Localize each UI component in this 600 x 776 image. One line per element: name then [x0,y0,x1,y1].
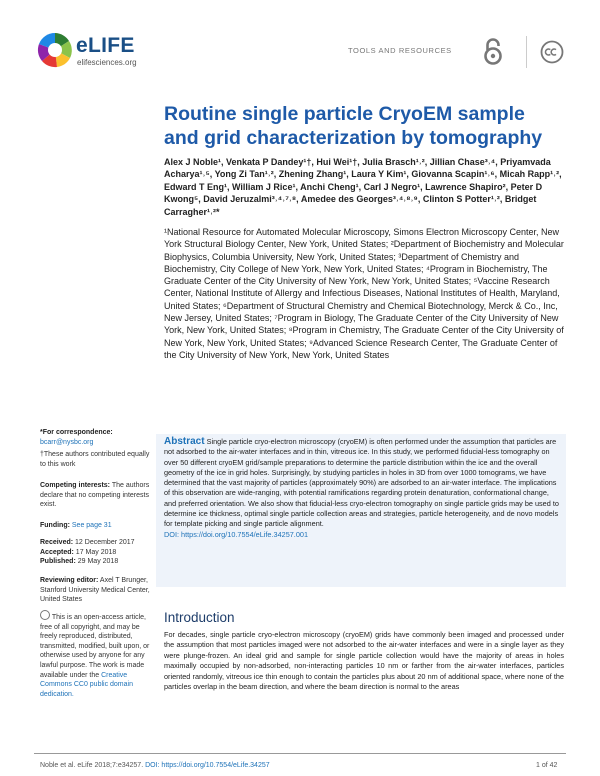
abstract [164,437,560,540]
abstract-doi-link[interactable]: DOI: https://doi.org/10.7554/eLife.34257.001 [164,529,309,539]
affiliations: ¹National Resource for Automated Molecular Microscopy, Simons Electron Microscopy Center, New York Structural Biology Center, New York, United States; ²Department of Biochemistry and Molecular Biophysics, Columbia University, New York, United States; ³Department of Chemistry and Biochemistry, City College of New York, New York, United States; ⁴Program in Biochemistry, The Graduate Center of the City University of New York, New York, United States; ⁵Vaccine Research Center, National Institute of Allergy and Infectious Diseases, National Institutes of Health, Maryland, United States; ⁶Department of Structural Chemistry and Chemical Biotechnology, Merck & Co., Inc, New Jersey, United States; ⁷Program in Biology, The Graduate Center of the City University of New York, New York, United States; ⁸Program in Chemistry, The Graduate Center of the City University of New York, New York, United States; ⁹Advanced Science Research Center, The Graduate Center of the City University of New York, New York, United States [164,227,564,360]
article-section-label: TOOLS AND RESOURCES [348,46,452,55]
footer-doi-link[interactable]: DOI: https://doi.org/10.7554/eLife.34257 [145,762,270,769]
abstract-text: Single particle cryo-electron microscopy (cryoEM) is often performed under the assumption that particles are not adsorbed to the air-water interfaces and in thin, vitreous ice. In this study, we performed fiducial-less tomography on over 50 different cryoEM grid/sample preparations to determine the particle distribution within the ice and the overall geometry of the ice in grid holes. Surprisingly, by studying particles in holes in 3D from over 1000 tomograms, we have determined that the vast majority of particles (approximately 90%) are adsorbed to an air-water interface. The implications of this observation are wide-ranging, with potential ramifications regarding protein denaturation, conformational change, and preferred orientation. We also show that fiducial-less cryo-electron tomography on single particle grids may be used to determine ice thickness, optimal single particle collection areas and strategies, particle heterogeneity, and de novo models for template picking and single particle alignment. [164,437,559,529]
open-access-icon [483,38,503,66]
competing-interests [40,481,150,510]
funding-block [40,521,150,531]
competing-label: Competing interests: [40,482,111,489]
correspondence-label: *For correspondence: [40,429,113,436]
license-block [40,610,150,699]
license-text: This is an open-access article, free of all copyright, and may be freely reproduced, distributed, transmitted, modified, built upon, or otherwise used by anyone for any lawful purpose. The work is made available under the [40,614,150,679]
creative-commons-icon [540,40,564,64]
editor-label: Reviewing editor: [40,577,99,584]
correspondence-block [40,428,150,447]
license-link[interactable]: Creative Commons CC0 public domain dedication. [40,671,133,698]
dates-block [40,538,150,567]
journal-name: eLIFE [76,34,135,57]
footer-citation [40,762,270,769]
citation-text: Noble et al. eLife 2018;7:e34257. [40,762,144,769]
received-date: 12 December 2017 [75,539,135,546]
published-date: 29 May 2018 [77,558,119,566]
header-divider [526,36,527,68]
competing-text: The authors declare that no competing interests exist. [40,482,150,509]
reviewing-editor [40,576,150,605]
accepted-label: Accepted: [40,548,74,556]
page-number: 1 of 42 [536,762,558,769]
received-label: Received: [40,539,74,546]
cc0-icon [40,610,50,620]
abstract-heading: Abstract [164,436,205,447]
introduction-heading: Introduction [164,610,235,625]
accepted-date: 17 May 2018 [75,548,117,556]
editor-name: Axel T Brunger, Stanford University Medical Center, United States [40,577,150,604]
correspondence-email[interactable]: bcarr@nysbc.org [40,438,94,446]
published-label: Published: [40,558,76,566]
article-title: Routine single particle CryoEM sample and grid characterization by tomography [164,103,543,149]
funding-link[interactable]: See page 31 [71,522,112,529]
equal-contribution-note: †These authors contributed equally to this work [40,451,150,468]
footer-divider [34,753,566,754]
journal-url[interactable]: elifesciences.org [77,58,137,67]
introduction-text: For decades, single particle cryo-electron microscopy (cryoEM) grids have commonly been imaged and processed under the assumption that most particles imaged were not adsorbed to the air-water interfaces and were in a single layer as they were plunge-frozen. An ideal grid and sample for single particle collection would have the majority of areas in holes maximally occupied by non-adsorbed, non-interacting particles 10 nm or farther from the air-water interfaces, particles oriented randomly, vitreous ice thin enough to contain the particles plus about 20 nm of additional space, where none of the particles overlap in the beam direction, and where the beam direction is normal to the areas [164,630,564,692]
author-list: Alex J Noble¹, Venkata P Dandey¹†, Hui Wei¹†, Julia Brasch¹˒², Jillian Chase³˒⁴, Priyamvada Acharya¹˒⁵, Yong Zi Tan¹˒², Zhening Zhang¹, Laura Y Kim¹, Giovanna Scapin¹˒⁶, Micah Rapp¹˒², Edward T Eng¹, William J Rice¹, Anchi Cheng¹, Carl J Negro¹, Lawrence Shapiro², Peter D Kwong⁵, David Jeruzalmi³˒⁴˒⁷˒⁸, Amedee des Georges³˒⁴˒⁸˒⁹, Clinton S Potter¹˒², Bridget Carragher¹˒²* [164,157,562,217]
funding-label: Funding: [40,522,70,529]
